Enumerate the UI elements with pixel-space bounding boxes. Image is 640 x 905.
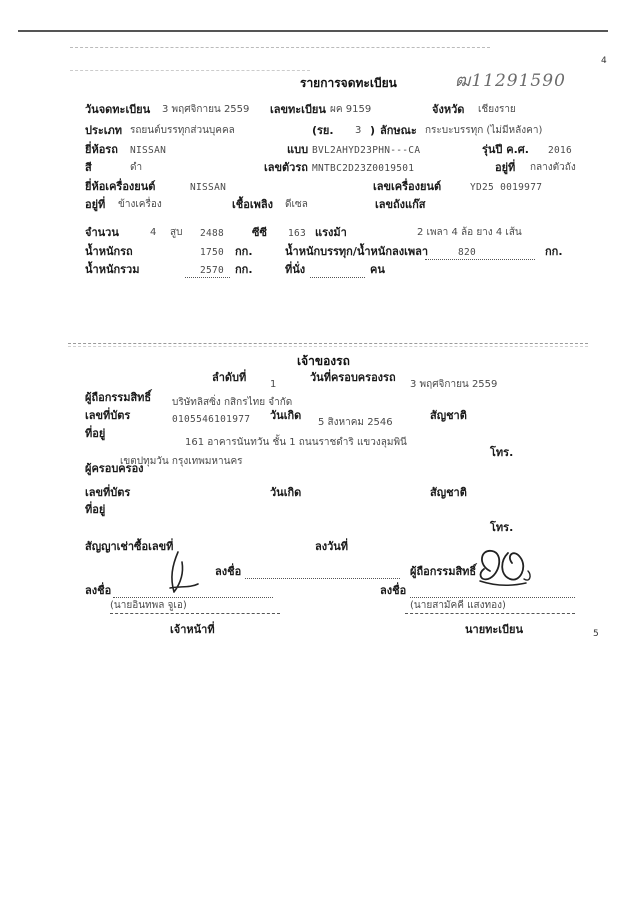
style-label: ลักษณะ (380, 124, 417, 137)
reg-no-label: เลขทะเบียน (270, 103, 326, 116)
page-number-bottom: 5 (593, 629, 599, 639)
year-label: รุ่นปี ค.ศ. (482, 143, 529, 156)
sign-label-left: ลงชื่อ (85, 584, 112, 597)
load-value: 820 (458, 247, 477, 258)
right-name-underline (405, 613, 575, 614)
load-label: น้ำหนักบรรทุก/น้ำหนักลงเพลา (285, 245, 429, 258)
location-value: กลางตัวถัง (530, 162, 576, 173)
color-label: สี (85, 161, 92, 174)
page-number-top: 4 (601, 56, 607, 66)
ry-close: ) (370, 124, 376, 137)
officer-label: เจ้าหน้าที่ (170, 623, 215, 636)
year-value: 2016 (548, 145, 573, 156)
owner-title: เจ้าของรถ (297, 354, 350, 368)
engine-loc-label: อยู่ที่ (85, 198, 106, 211)
lease-label: สัญญาเช่าซื้อเลขที่ (85, 540, 174, 553)
registrar-label: นายทะเบียน (465, 623, 524, 636)
engine-brand-value: NISSAN (190, 182, 227, 193)
handwritten-code: ฒ11291590 (455, 71, 566, 91)
province-label: จังหวัด (432, 103, 465, 116)
left-signer-name: (นายอินทพล จูเอ) (110, 600, 187, 611)
brand-label: ยี่ห้อรถ (85, 143, 118, 156)
scan-artifact-top-faint (70, 47, 490, 48)
reg-date-value: 3 พฤศจิกายน 2559 (162, 104, 250, 115)
reg-date-label: วันจดทะเบียน (85, 103, 151, 116)
birth-label: วันเกิด (270, 409, 302, 422)
officer-signature (150, 548, 210, 598)
province-value: เชียงราย (478, 104, 516, 115)
fuel-value: ดีเซล (285, 199, 308, 210)
kg-label-1: กก. (235, 245, 253, 258)
gas-tank-label: เลขถังแก๊ส (375, 198, 426, 211)
tel-label: โทร. (490, 446, 514, 459)
occupant-tel-label: โทร. (490, 521, 514, 534)
ry-label: (รย. (312, 124, 334, 137)
seq-value: 1 (270, 379, 277, 390)
occupant-id-label: เลขที่บัตร (85, 486, 131, 499)
hp-value: 163 (288, 228, 307, 239)
model-label: แบบ (287, 143, 309, 156)
weight-label: น้ำหนักรถ (85, 245, 133, 258)
sign-line-right (410, 597, 575, 598)
possess-date-label: วันที่ครอบครองรถ (310, 371, 396, 384)
cyl-label: สูบ (170, 227, 183, 238)
type-value: รถยนต์บรรทุกส่วนบุคคล (130, 125, 235, 136)
holder-value: บริษัทลิสซิ่ง กสิกรไทย จำกัด (172, 397, 293, 408)
holder-label: ผู้ถือกรรมสิทธิ์ (85, 391, 152, 404)
id-label: เลขที่บัตร (85, 409, 131, 422)
kg-label-3: กก. (235, 263, 253, 276)
sign-line-middle-left (245, 578, 400, 579)
load-underline (425, 259, 535, 260)
style-value: กระบะบรรทุก (ไม่มีหลังคา) (425, 125, 543, 136)
addr-value-1: 161 อาคารนันทวัน ชั้น 1 ถนนราชดำริ แขวงลุมพินี (185, 437, 407, 448)
scan-artifact-top-faint-2 (70, 70, 310, 71)
occupant-label: ผู้ครอบครอง (85, 462, 144, 475)
occupant-addr-label: ที่อยู่ (85, 503, 106, 516)
possess-date-value: 3 พฤศจิกายน 2559 (410, 379, 498, 390)
right-signer-name: (นายสามัคคี แสงทอง) (410, 600, 506, 611)
addr-value-2: เขตปทุมวัน กรุงเทพมหานคร (120, 456, 243, 467)
registrar-signature (470, 545, 550, 593)
occupant-nation-label: สัญชาติ (430, 486, 467, 499)
seat-underline (310, 277, 365, 278)
left-name-underline (110, 613, 280, 614)
hp-label: แรงม้า (315, 226, 347, 239)
engine-loc-value: ข้างเครื่อง (118, 199, 162, 210)
brand-value: NISSAN (130, 145, 167, 156)
addr-label: ที่อยู่ (85, 427, 106, 440)
engine-no-value: YD25 0019977 (470, 182, 543, 193)
chassis-label: เลขตัวรถ (264, 161, 308, 174)
chassis-value: MNTBC2D23Z0019501 (312, 163, 415, 174)
axle-value: 2 เพลา 4 ล้อ ยาง 4 เส้น (417, 227, 522, 238)
cc-value: 2488 (200, 228, 225, 239)
ry-value: 3 (355, 125, 362, 136)
nation-label: สัญชาติ (430, 409, 467, 422)
id-value: 0105546101977 (172, 414, 251, 425)
registration-title: รายการจดทะเบียน (300, 76, 397, 90)
reg-no-value: ผค 9159 (330, 104, 372, 115)
count-value: 4 (150, 227, 157, 238)
scan-break-line (68, 343, 588, 344)
total-underline (185, 277, 230, 278)
fuel-label: เชื้อเพลิง (232, 198, 273, 211)
color-value: ดำ (130, 162, 143, 173)
kg-label-2: กก. (545, 245, 563, 258)
seat-label: ที่นั่ง (285, 263, 306, 276)
sign-label-right: ลงชื่อ (380, 584, 407, 597)
birth-value: 5 สิงหาคม 2546 (318, 417, 393, 428)
total-label: น้ำหนักรวม (85, 263, 140, 276)
engine-brand-label: ยี่ห้อเครื่องยนต์ (85, 180, 156, 193)
lease-date-label: ลงวันที่ (315, 540, 349, 553)
holder-sig-label: ผู้ถือกรรมสิทธิ์ (410, 565, 477, 578)
occupant-birth-label: วันเกิด (270, 486, 302, 499)
count-label: จำนวน (85, 226, 119, 239)
person-label: คน (370, 263, 385, 276)
scan-artifact-top (18, 30, 608, 32)
seq-label: ลำดับที่ (212, 371, 247, 384)
scan-break-line-2 (68, 346, 588, 347)
model-value: BVL2AHYD23PHN---CA (312, 145, 421, 156)
sign-label-middle-left: ลงชื่อ (215, 565, 242, 578)
cc-label: ซีซี (252, 226, 267, 239)
location-label: อยู่ที่ (495, 161, 516, 174)
engine-no-label: เลขเครื่องยนต์ (373, 180, 442, 193)
total-value: 2570 (200, 265, 225, 276)
type-label: ประเภท (85, 124, 123, 137)
weight-value: 1750 (200, 247, 225, 258)
